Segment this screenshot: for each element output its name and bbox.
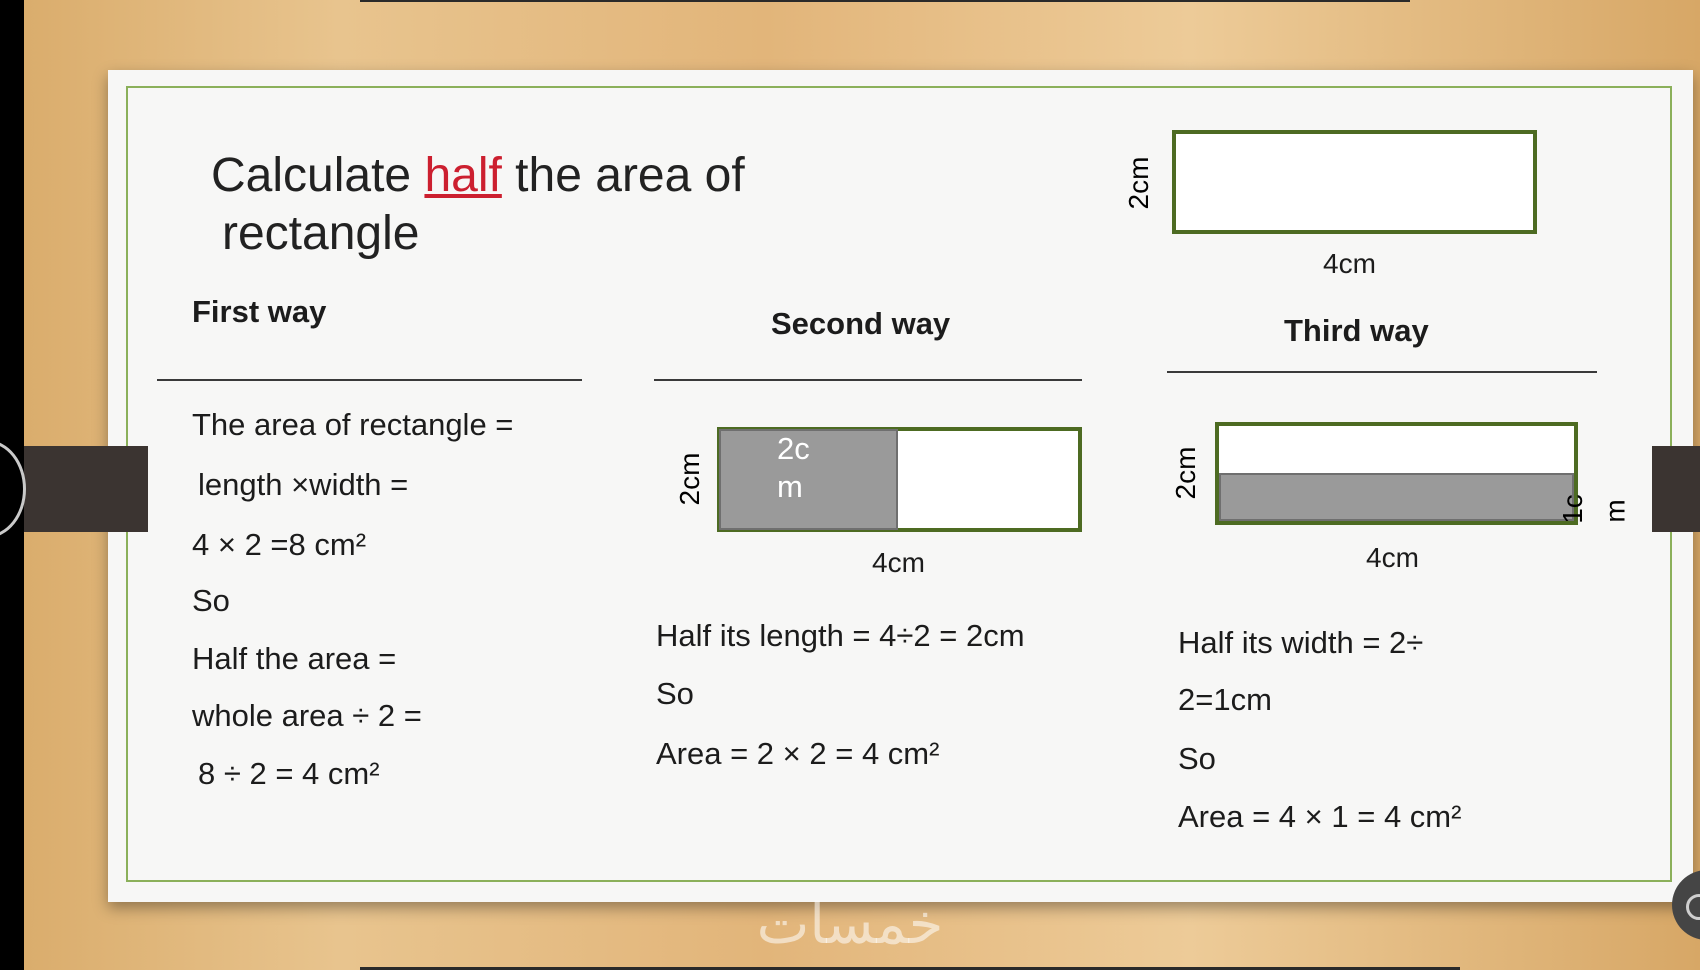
main-rect-side-label: 2cm xyxy=(1123,156,1154,210)
third-way-rule xyxy=(1167,371,1597,373)
third-way-shaded-half xyxy=(1219,473,1574,521)
main-rectangle xyxy=(1172,130,1537,234)
third-way-right-label-fragment-2: m xyxy=(1599,499,1631,523)
first-way-heading: First way xyxy=(192,294,327,329)
second-way-heading: Second way xyxy=(771,306,951,341)
third-way-line-4: Area = 4 × 1 = 4 cm² xyxy=(1178,799,1462,834)
second-way-shade-label-2: m xyxy=(777,469,803,504)
first-way-line-6: whole area ÷ 2 = xyxy=(192,698,422,733)
second-way-side-label: 2cm xyxy=(674,452,705,506)
title-accent-word: half xyxy=(424,149,502,202)
first-way-line-1: The area of rectangle = xyxy=(192,407,514,442)
first-way-line-5: Half the area = xyxy=(192,641,397,676)
second-way-rule xyxy=(654,379,1082,381)
second-way-line-3: Area = 2 × 2 = 4 cm² xyxy=(656,736,940,771)
first-way-line-4: So xyxy=(192,583,230,618)
third-way-right-label-fragment-1: 1c xyxy=(1556,494,1588,524)
site-watermark: خمسات xyxy=(756,892,944,957)
third-way-line-2: 2=1cm xyxy=(1178,682,1272,717)
second-way-line-2: So xyxy=(656,676,694,711)
title-part-1: Calculate xyxy=(211,149,425,202)
third-way-line-3: So xyxy=(1178,741,1216,776)
third-way-side-label: 2cm xyxy=(1170,446,1201,500)
left-board-clip xyxy=(24,446,148,532)
title-part-2: the area of xyxy=(501,149,745,202)
third-way-bottom-label: 4cm xyxy=(1366,542,1419,573)
third-way-heading: Third way xyxy=(1284,313,1429,348)
second-way-line-1: Half its length = 4÷2 = 2cm xyxy=(656,618,1025,653)
first-way-line-2: length ×width = xyxy=(198,467,409,502)
page-title xyxy=(211,147,745,205)
first-way-line-7: 8 ÷ 2 = 4 cm² xyxy=(198,756,380,791)
top-edge-line xyxy=(360,0,1410,2)
right-board-clip xyxy=(1652,446,1700,532)
second-way-bottom-label: 4cm xyxy=(872,547,925,578)
first-way-line-3: 4 × 2 =8 cm² xyxy=(192,527,367,562)
main-rect-bottom-label: 4cm xyxy=(1323,248,1376,279)
first-way-rule xyxy=(157,379,582,381)
second-way-shade-label-1: 2c xyxy=(777,431,810,466)
page-title-line-2: rectangle xyxy=(222,207,420,260)
third-way-line-1: Half its width = 2÷ xyxy=(1178,625,1424,660)
